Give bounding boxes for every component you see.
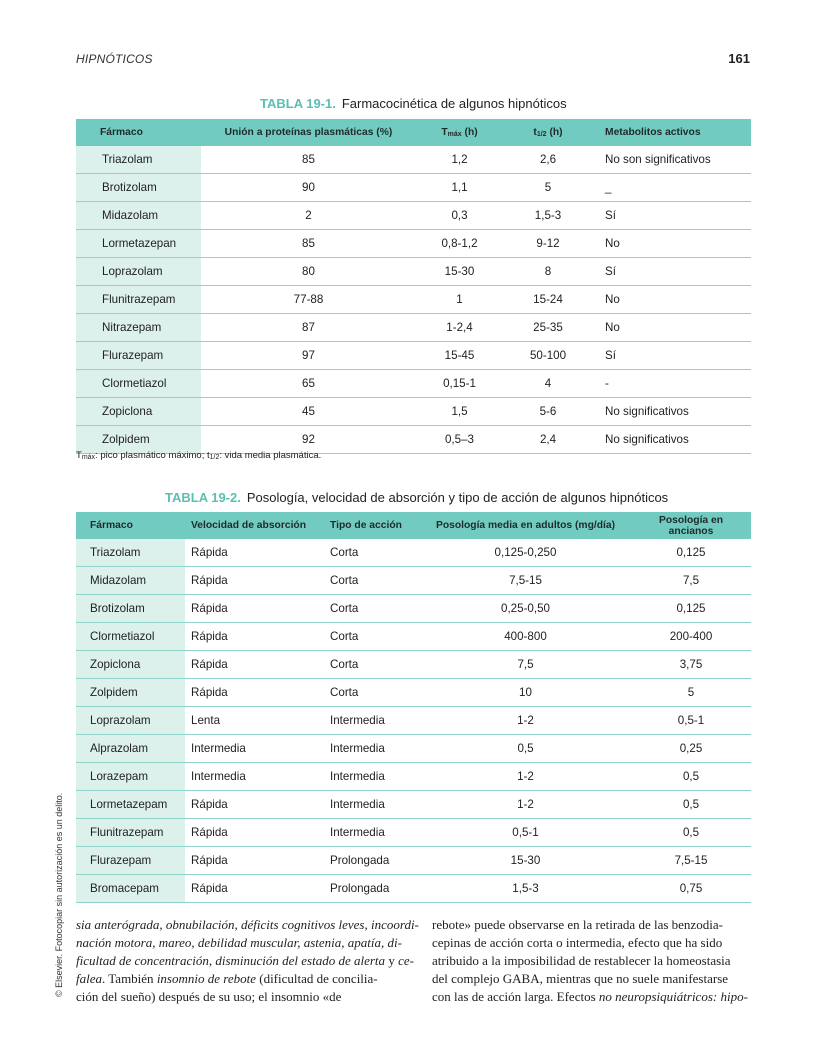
- table-cell: 0,5-1: [420, 819, 631, 847]
- table2-row: [76, 875, 751, 903]
- table-cell: 9-12: [503, 230, 593, 258]
- drug-name-cell: Brotizolam: [76, 595, 185, 623]
- table-cell: 97: [201, 342, 416, 370]
- table-cell: 1,5-3: [420, 875, 631, 903]
- footnote-t: T: [76, 450, 82, 461]
- drug-name-cell: Bromacepam: [76, 875, 185, 903]
- table-cell: Intermedia: [324, 707, 420, 735]
- table-cell: Corta: [324, 595, 420, 623]
- footnote-text1: : pico plasmático máximo; t: [95, 450, 210, 461]
- table-cell: 50-100: [503, 342, 593, 370]
- table-cell: 0,75: [631, 875, 751, 903]
- table-cell: Lenta: [185, 707, 324, 735]
- table2-row: [76, 763, 751, 791]
- table-cell: No: [593, 314, 751, 342]
- table1-header: Metabolitos activos: [593, 119, 751, 146]
- table1-caption: [260, 96, 567, 111]
- body-line: [76, 934, 402, 952]
- body-text: (dificultad de concilia-: [255, 971, 378, 986]
- table-cell: Rápida: [185, 679, 324, 707]
- body-text: . También: [102, 971, 157, 986]
- table-cell: 85: [201, 146, 416, 174]
- table2-header: Velocidad de absorción: [185, 512, 324, 539]
- table2-row: [76, 539, 751, 567]
- table2-header: Posología media en adultos (mg/día): [420, 512, 631, 539]
- table-cell: Rápida: [185, 567, 324, 595]
- table-cell: 0,25-0,50: [420, 595, 631, 623]
- table-cell: 0,5–3: [416, 426, 503, 454]
- table1-header: Fármaco: [76, 119, 201, 146]
- table-cell: Intermedia: [324, 735, 420, 763]
- body-line: [432, 988, 748, 1006]
- drug-name-cell: Zopiclona: [76, 651, 185, 679]
- table2-header: Fármaco: [76, 512, 185, 539]
- table-cell: 1,1: [416, 174, 503, 202]
- table-cell: Rápida: [185, 539, 324, 567]
- body-line: rebote» puede observarse en la retirada de las benzodia-: [432, 917, 723, 932]
- table2: [76, 512, 751, 903]
- table-cell: 0,125-0,250: [420, 539, 631, 567]
- table1-row: [76, 202, 751, 230]
- table-cell: No: [593, 286, 751, 314]
- table-cell: No significativos: [593, 426, 751, 454]
- drug-name-cell: Alprazolam: [76, 735, 185, 763]
- table-cell: 0,8-1,2: [416, 230, 503, 258]
- table-cell: Intermedia: [185, 735, 324, 763]
- table-cell: 10: [420, 679, 631, 707]
- thalf-symbol: t: [533, 127, 537, 138]
- table1-row: [76, 314, 751, 342]
- table-cell: 0,5: [631, 819, 751, 847]
- table2-row: [76, 679, 751, 707]
- drug-name-cell: Nitrazepam: [76, 314, 201, 342]
- table-cell: 15-30: [416, 258, 503, 286]
- table-cell: No son significativos: [593, 146, 751, 174]
- drug-name-cell: Flurazepam: [76, 342, 201, 370]
- table-cell: 1-2: [420, 791, 631, 819]
- table2-row: [76, 567, 751, 595]
- body-line: [76, 916, 419, 934]
- footnote-max: máx: [81, 454, 96, 461]
- table-cell: Rápida: [185, 875, 324, 903]
- table-cell: Intermedia: [324, 763, 420, 791]
- table-cell: Rápida: [185, 623, 324, 651]
- body-column-right: [432, 916, 748, 1006]
- table2-row: [76, 707, 751, 735]
- table2-row: [76, 651, 751, 679]
- table-cell: 1-2: [420, 707, 631, 735]
- drug-name-cell: Lormetazepam: [76, 791, 185, 819]
- table-cell: 3,75: [631, 651, 751, 679]
- table-cell: 0,5: [631, 791, 751, 819]
- table-cell: Sí: [593, 342, 751, 370]
- table-cell: 7,5-15: [420, 567, 631, 595]
- table-cell: -: [593, 370, 751, 398]
- table2-row: [76, 791, 751, 819]
- table-cell: 0,25: [631, 735, 751, 763]
- drug-name-cell: Lormetazepan: [76, 230, 201, 258]
- body-text: con las de acción larga. Efectos: [432, 989, 599, 1004]
- table1-header: Unión a proteínas plasmáticas (%): [201, 119, 416, 146]
- table-cell: 85: [201, 230, 416, 258]
- table-cell: Corta: [324, 679, 420, 707]
- drug-name-cell: Zopiclona: [76, 398, 201, 426]
- table-cell: 0,5-1: [631, 707, 751, 735]
- table2-body: [76, 539, 751, 903]
- table-cell: Intermedia: [324, 791, 420, 819]
- copyright-side-note: © Elsevier. Fotocopiar sin autorización es un delito.: [54, 792, 64, 997]
- table-cell: Rápida: [185, 595, 324, 623]
- body-italic: falea: [76, 971, 102, 986]
- table-cell: 0,15-1: [416, 370, 503, 398]
- table-cell: 0,5: [631, 763, 751, 791]
- body-italic: ficultad de concentración, disminución del estado de alerta: [76, 953, 386, 968]
- table-cell: 1-2: [420, 763, 631, 791]
- table-cell: Rápida: [185, 819, 324, 847]
- table-cell: 15-45: [416, 342, 503, 370]
- table-cell: 87: [201, 314, 416, 342]
- table2-row: [76, 595, 751, 623]
- table-cell: Rápida: [185, 791, 324, 819]
- drug-name-cell: Zolpidem: [76, 679, 185, 707]
- table-cell: 1: [416, 286, 503, 314]
- drug-name-cell: Zolpidem: [76, 426, 201, 454]
- table-cell: 2: [201, 202, 416, 230]
- table-cell: 45: [201, 398, 416, 426]
- table-cell: 92: [201, 426, 416, 454]
- footnote-half: 1/2: [209, 454, 220, 461]
- body-line: atribuido a la imposibilidad de restablecer la homeostasia: [432, 953, 731, 968]
- drug-name-cell: Lorazepam: [76, 763, 185, 791]
- table-cell: No significativos: [593, 398, 751, 426]
- table-cell: 65: [201, 370, 416, 398]
- table-cell: 15-24: [503, 286, 593, 314]
- table-cell: Intermedia: [324, 819, 420, 847]
- table-cell: 1,5-3: [503, 202, 593, 230]
- table-cell: 7,5: [420, 651, 631, 679]
- tmax-symbol: T: [441, 127, 448, 138]
- body-italic: no neuropsiquiátricos: hipo-: [598, 989, 748, 1004]
- drug-name-cell: Triazolam: [76, 146, 201, 174]
- table1-row: [76, 286, 751, 314]
- table-cell: Rápida: [185, 847, 324, 875]
- table-cell: 5-6: [503, 398, 593, 426]
- drug-name-cell: Flunitrazepam: [76, 286, 201, 314]
- drug-name-cell: Midazolam: [76, 202, 201, 230]
- table2-header: Tipo de acción: [324, 512, 420, 539]
- body-line: [76, 970, 392, 988]
- table-cell: 200-400: [631, 623, 751, 651]
- table1-body: [76, 146, 751, 454]
- table-cell: 25-35: [503, 314, 593, 342]
- table-cell: 77-88: [201, 286, 416, 314]
- table-cell: 0,5: [420, 735, 631, 763]
- table-cell: Corta: [324, 539, 420, 567]
- table-cell: No: [593, 230, 751, 258]
- table1-row: [76, 258, 751, 286]
- table-cell: Sí: [593, 202, 751, 230]
- table1-row: [76, 230, 751, 258]
- table-cell: 5: [631, 679, 751, 707]
- table-cell: 1-2,4: [416, 314, 503, 342]
- table-cell: Prolongada: [324, 875, 420, 903]
- table1-row: [76, 370, 751, 398]
- drug-name-cell: Brotizolam: [76, 174, 201, 202]
- table1-header-row: [76, 119, 751, 146]
- table1-row: [76, 146, 751, 174]
- table1: [76, 119, 751, 454]
- drug-name-cell: Flunitrazepam: [76, 819, 185, 847]
- drug-name-cell: Midazolam: [76, 567, 185, 595]
- body-line: cepinas de acción corta o intermedia, efecto que ha sido: [432, 935, 723, 950]
- body-text: ción del sueño) después de su uso; el insomnio «de: [76, 989, 342, 1004]
- body-italic: insomnio de rebote: [156, 971, 256, 986]
- table-cell: 0,125: [631, 539, 751, 567]
- table-cell: Sí: [593, 258, 751, 286]
- table-cell: Corta: [324, 567, 420, 595]
- table-cell: 1,5: [416, 398, 503, 426]
- table1-row: [76, 342, 751, 370]
- table-cell: 1,2: [416, 146, 503, 174]
- table-cell: 4: [503, 370, 593, 398]
- table-cell: 7,5: [631, 567, 751, 595]
- table2-header-row: [76, 512, 751, 539]
- table-cell: Corta: [324, 651, 420, 679]
- table-cell: 2,4: [503, 426, 593, 454]
- body-line: [76, 988, 392, 1006]
- table-cell: 7,5-15: [631, 847, 751, 875]
- running-head: HIPNÓTICOS: [76, 52, 153, 66]
- body-text: y: [385, 953, 399, 968]
- table-cell: _: [593, 174, 751, 202]
- tmax-unit: (h): [464, 127, 478, 138]
- body-column-left: [76, 916, 419, 1006]
- body-italic: sia anterógrada, obnubilación, déficits cognitivos leves, incoordi-: [76, 917, 419, 932]
- table-cell: Prolongada: [324, 847, 420, 875]
- table1-header-tmax: [416, 119, 503, 146]
- table-cell: 8: [503, 258, 593, 286]
- tmax-subscript: máx: [447, 131, 462, 138]
- body-italic: ce-: [398, 953, 414, 968]
- table1-row: [76, 174, 751, 202]
- table2-title: Posología, velocidad de absorción y tipo de acción de algunos hipnóticos: [246, 490, 669, 505]
- drug-name-cell: Flurazepam: [76, 847, 185, 875]
- table2-number: TABLA 19-2.: [165, 490, 241, 505]
- drug-name-cell: Clormetiazol: [76, 370, 201, 398]
- table2-row: [76, 623, 751, 651]
- table1-header-thalf: [503, 119, 593, 146]
- table1-title: Farmacocinética de algunos hipnóticos: [341, 96, 567, 111]
- footnote-text2: : vida media plasmática.: [219, 450, 322, 461]
- table-cell: 90: [201, 174, 416, 202]
- thalf-unit: (h): [549, 127, 563, 138]
- table-cell: 400-800: [420, 623, 631, 651]
- drug-name-cell: Loprazolam: [76, 258, 201, 286]
- thalf-subscript: 1/2: [536, 131, 547, 138]
- table2-row: [76, 847, 751, 875]
- table2-row: [76, 735, 751, 763]
- table-cell: Corta: [324, 623, 420, 651]
- table-cell: 0,3: [416, 202, 503, 230]
- table1-footnote: [76, 450, 321, 461]
- body-italic: nación motora, mareo, debilidad muscular, astenia, apatía, di-: [76, 935, 402, 950]
- body-line: del complejo GABA, mientras que no suele manifestarse: [432, 971, 729, 986]
- body-line: [76, 952, 414, 970]
- table-cell: 80: [201, 258, 416, 286]
- table1-number: TABLA 19-1.: [260, 96, 336, 111]
- table-cell: 0,125: [631, 595, 751, 623]
- drug-name-cell: Loprazolam: [76, 707, 185, 735]
- table1-row: [76, 398, 751, 426]
- table-cell: 15-30: [420, 847, 631, 875]
- table-cell: Rápida: [185, 651, 324, 679]
- table2-caption: [165, 490, 668, 505]
- page-number: 161: [728, 51, 750, 66]
- drug-name-cell: Triazolam: [76, 539, 185, 567]
- table-cell: Intermedia: [185, 763, 324, 791]
- drug-name-cell: Clormetiazol: [76, 623, 185, 651]
- table2-header: Posología en ancianos: [631, 512, 751, 539]
- table-cell: 5: [503, 174, 593, 202]
- table-cell: 2,6: [503, 146, 593, 174]
- table2-row: [76, 819, 751, 847]
